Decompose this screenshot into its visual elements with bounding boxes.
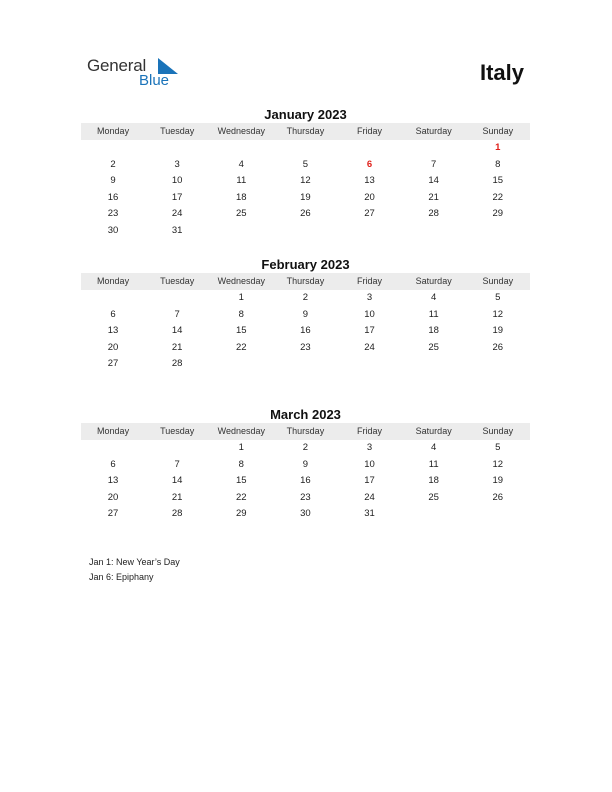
day-cell: 26 xyxy=(492,491,504,503)
weekday-label: Wednesday xyxy=(217,426,265,436)
day-cell: 12 xyxy=(492,308,504,320)
empty-day-cell xyxy=(81,140,145,157)
holiday-note: Jan 6: Epiphany xyxy=(89,571,154,582)
day-cell: 3 xyxy=(366,292,373,303)
weekday-label: Friday xyxy=(357,276,383,286)
day-cell: 7 xyxy=(174,458,180,470)
day-cell: 11 xyxy=(236,175,247,187)
week-row xyxy=(81,323,530,340)
week-row xyxy=(81,506,530,523)
empty-day-cell xyxy=(209,140,273,157)
empty-day-cell xyxy=(338,356,402,373)
week-row xyxy=(81,440,530,457)
weekday-label: Wednesday xyxy=(217,276,265,286)
weekday-label: Saturday xyxy=(415,426,452,436)
day-cell: 23 xyxy=(300,341,311,353)
empty-day-cell xyxy=(338,140,402,157)
day-cell: 14 xyxy=(428,175,439,187)
day-cell: 24 xyxy=(364,341,375,353)
day-cell: 20 xyxy=(107,341,119,353)
day-cell: 30 xyxy=(107,224,119,236)
weekday-label: Tuesday xyxy=(160,126,195,136)
day-cell: 29 xyxy=(492,208,504,220)
week-row xyxy=(81,190,530,207)
day-cell: 4 xyxy=(431,442,437,453)
month-title: March 2023 xyxy=(270,407,341,422)
day-cell: 7 xyxy=(174,308,180,320)
day-cell: 21 xyxy=(171,491,183,503)
day-cell: 9 xyxy=(302,308,309,320)
day-cell: 2 xyxy=(302,442,309,453)
empty-day-cell xyxy=(402,506,466,523)
day-cell: 10 xyxy=(171,175,183,187)
weekday-label: Thursday xyxy=(286,126,325,136)
day-cell: 15 xyxy=(236,325,247,337)
empty-day-cell xyxy=(81,440,145,457)
brand-logo xyxy=(87,56,187,92)
day-cell: 1 xyxy=(238,292,244,303)
empty-day-cell xyxy=(402,140,466,157)
day-cell: 23 xyxy=(300,491,311,503)
weekday-label: Tuesday xyxy=(160,276,195,286)
day-cell: 19 xyxy=(300,191,311,203)
week-row xyxy=(81,490,530,507)
day-cell: 15 xyxy=(492,175,504,187)
day-cell: 13 xyxy=(364,175,375,187)
day-cell: 26 xyxy=(492,341,504,353)
weekday-label: Sunday xyxy=(482,276,514,286)
day-cell: 28 xyxy=(171,508,183,520)
day-cell: 10 xyxy=(364,308,375,320)
day-cell: 10 xyxy=(364,458,375,470)
week-row xyxy=(81,473,530,490)
day-cell: 24 xyxy=(171,208,183,220)
country-title: Italy xyxy=(479,60,524,85)
day-cell: 9 xyxy=(302,458,309,470)
day-cell: 27 xyxy=(364,208,375,220)
day-cell: 14 xyxy=(171,325,183,337)
day-cell: 28 xyxy=(171,358,183,370)
month-title: February 2023 xyxy=(261,257,350,272)
day-cell: 3 xyxy=(366,442,373,453)
day-cell: 27 xyxy=(107,508,119,520)
day-cell: 6 xyxy=(110,308,116,320)
day-cell: 19 xyxy=(492,325,504,337)
day-cell: 6 xyxy=(110,458,116,470)
day-cell: 31 xyxy=(364,508,375,520)
day-cell: 25 xyxy=(428,491,439,503)
day-cell: 2 xyxy=(302,292,309,303)
day-cell: 20 xyxy=(364,191,375,203)
day-cell: 25 xyxy=(236,208,247,220)
day-cell: 28 xyxy=(428,208,439,220)
week-row xyxy=(81,457,530,474)
weekday-label: Thursday xyxy=(286,276,325,286)
week-row xyxy=(81,290,530,307)
day-cell: 30 xyxy=(300,508,311,520)
day-cell: 5 xyxy=(495,292,501,303)
day-cell: 18 xyxy=(428,325,439,337)
empty-day-cell xyxy=(145,440,209,457)
day-cell: 21 xyxy=(171,341,183,353)
empty-day-cell xyxy=(466,506,530,523)
empty-day-cell xyxy=(466,223,530,240)
day-cell: 22 xyxy=(492,191,504,203)
day-cell: 31 xyxy=(171,224,183,236)
weekday-label: Saturday xyxy=(415,276,452,286)
empty-day-cell xyxy=(402,356,466,373)
weekday-label: Monday xyxy=(97,126,130,136)
day-cell: 22 xyxy=(236,491,247,503)
day-cell: 13 xyxy=(107,475,119,487)
day-cell: 5 xyxy=(302,158,309,170)
week-row xyxy=(81,206,530,223)
empty-day-cell xyxy=(145,140,209,157)
weekday-label: Monday xyxy=(97,276,130,286)
empty-day-cell xyxy=(466,356,530,373)
day-cell: 17 xyxy=(171,191,183,203)
day-cell: 22 xyxy=(236,341,247,353)
weekday-label: Tuesday xyxy=(160,426,195,436)
weekday-label: Monday xyxy=(97,426,130,436)
empty-day-cell xyxy=(209,223,273,240)
day-cell: 13 xyxy=(107,325,119,337)
weekday-label: Sunday xyxy=(482,426,514,436)
day-cell: 23 xyxy=(107,208,119,220)
weekday-label: Friday xyxy=(357,126,383,136)
day-cell: 16 xyxy=(300,325,311,337)
day-cell: 7 xyxy=(431,158,437,170)
empty-day-cell xyxy=(402,223,466,240)
week-row xyxy=(81,173,530,190)
weekday-label: Thursday xyxy=(286,426,325,436)
empty-day-cell xyxy=(273,140,337,157)
day-cell: 18 xyxy=(236,191,247,203)
day-cell: 25 xyxy=(428,341,439,353)
week-row xyxy=(81,157,530,174)
day-cell: 5 xyxy=(495,442,501,453)
day-cell: 19 xyxy=(492,475,504,487)
weekday-label: Sunday xyxy=(482,126,514,136)
empty-day-cell xyxy=(81,290,145,307)
holiday-notes xyxy=(89,555,180,584)
empty-day-cell xyxy=(338,223,402,240)
logo-general-text: General xyxy=(87,56,147,75)
day-cell: 27 xyxy=(107,358,119,370)
holiday-day-cell: 6 xyxy=(366,158,373,170)
day-cell: 20 xyxy=(107,491,119,503)
week-row xyxy=(81,356,530,373)
month-calendar-february xyxy=(81,256,530,373)
day-cell: 3 xyxy=(174,158,180,170)
week-row xyxy=(81,223,530,240)
day-cell: 8 xyxy=(238,308,244,320)
holiday-note: Jan 1: New Year’s Day xyxy=(89,557,180,567)
day-cell: 11 xyxy=(428,308,439,320)
day-cell: 17 xyxy=(364,475,375,487)
week-row xyxy=(81,307,530,324)
day-cell: 8 xyxy=(495,158,501,170)
day-cell: 9 xyxy=(110,175,116,187)
day-cell: 17 xyxy=(364,325,375,337)
week-row xyxy=(81,340,530,357)
weekday-header-row xyxy=(81,423,530,440)
weekday-header-row xyxy=(81,273,530,290)
day-cell: 2 xyxy=(110,158,116,170)
day-cell: 24 xyxy=(364,491,375,503)
day-cell: 18 xyxy=(428,475,439,487)
month-calendar-january xyxy=(81,106,530,240)
empty-day-cell xyxy=(273,356,337,373)
weekday-label: Saturday xyxy=(415,126,452,136)
day-cell: 15 xyxy=(236,475,247,487)
week-row xyxy=(81,140,530,157)
weekday-label: Friday xyxy=(357,426,383,436)
day-cell: 12 xyxy=(300,175,311,187)
empty-day-cell xyxy=(145,290,209,307)
holiday-day-cell: 1 xyxy=(495,142,501,153)
weekday-header-row xyxy=(81,123,530,140)
day-cell: 29 xyxy=(236,508,247,520)
empty-day-cell xyxy=(273,223,337,240)
empty-day-cell xyxy=(209,356,273,373)
day-cell: 21 xyxy=(428,191,439,203)
weekday-label: Wednesday xyxy=(217,126,265,136)
day-cell: 16 xyxy=(300,475,311,487)
day-cell: 4 xyxy=(238,158,244,170)
month-calendar-march xyxy=(81,406,530,523)
logo-blue-text: Blue xyxy=(139,72,170,89)
day-cell: 8 xyxy=(238,458,244,470)
day-cell: 4 xyxy=(431,292,437,303)
day-cell: 26 xyxy=(300,208,311,220)
day-cell: 12 xyxy=(492,458,504,470)
month-title: January 2023 xyxy=(264,107,347,122)
day-cell: 14 xyxy=(171,475,183,487)
day-cell: 16 xyxy=(107,191,119,203)
day-cell: 11 xyxy=(428,458,439,470)
day-cell: 1 xyxy=(238,442,244,453)
